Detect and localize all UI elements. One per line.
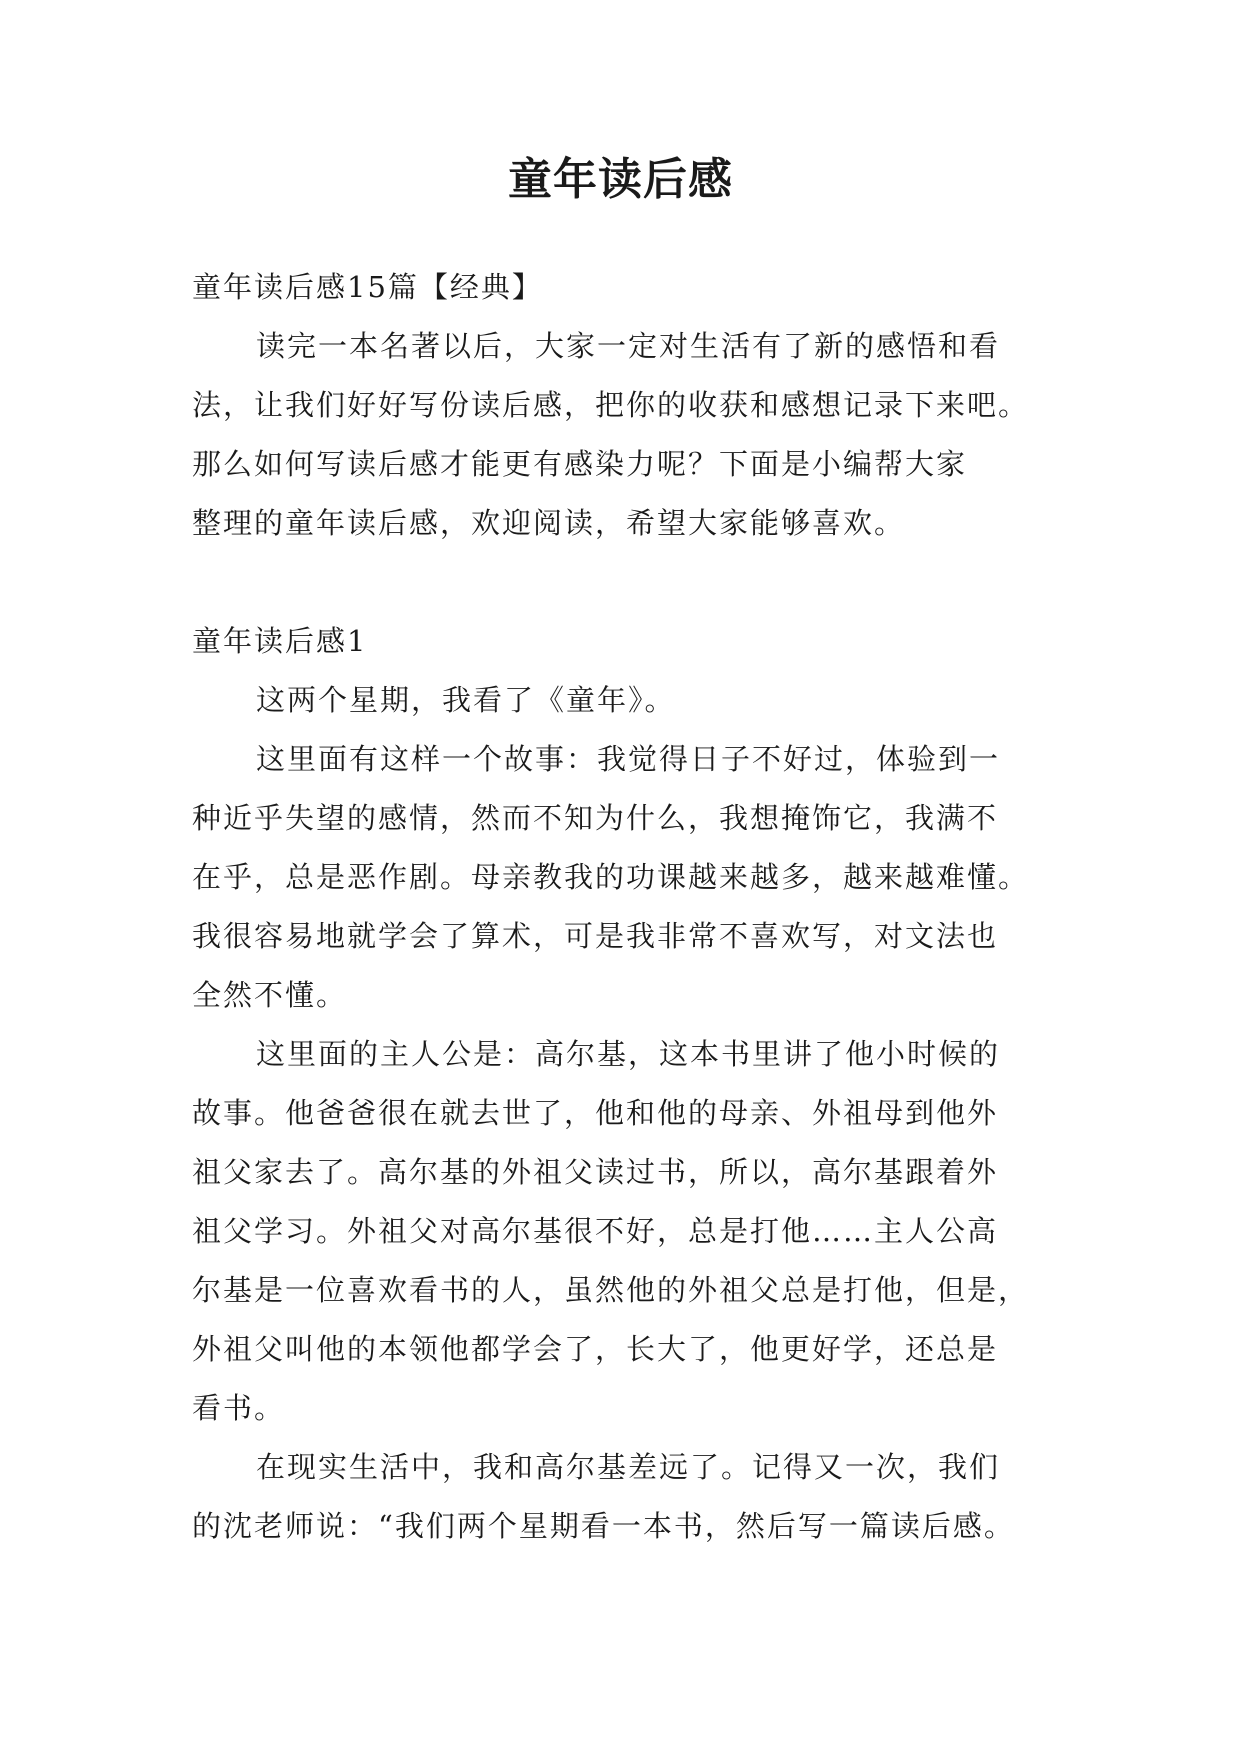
- text-line: 的沈老师说：“我们两个星期看一本书，然后写一篇读后感。: [192, 1509, 1015, 1543]
- text-line: 全然不懂。: [192, 978, 348, 1012]
- text-line: 外祖父叫他的本领他都学会了，长大了，他更好学，还总是: [192, 1332, 999, 1366]
- intro-paragraph: [192, 317, 1058, 553]
- text-line: 整理的童年读后感，欢迎阅读，希望大家能够喜欢。: [192, 506, 906, 540]
- text-line: 祖父学习。外祖父对高尔基很不好，总是打他……主人公高: [192, 1214, 999, 1248]
- text-line: 这两个星期，我看了《童年》。: [256, 683, 676, 717]
- paragraph: [192, 1438, 1058, 1556]
- text-line: 尔基是一位喜欢看书的人，虽然他的外祖父总是打他，但是，: [192, 1273, 1030, 1307]
- text-line: 在乎，总是恶作剧。母亲教我的功课越来越多，越来越难懂。: [192, 860, 1030, 894]
- document-body: [192, 258, 1058, 1556]
- paragraph: [192, 671, 1058, 730]
- text-line: 法，让我们好好写份读后感，把你的收获和感想记录下来吧。: [192, 388, 1030, 422]
- text-line: 故事。他爸爸很在就去世了，他和他的母亲、外祖母到他外: [192, 1096, 999, 1130]
- text-line: 我很容易地就学会了算术，可是我非常不喜欢写，对文法也: [192, 919, 999, 953]
- text-line: 这里面有这样一个故事：我觉得日子不好过，体验到一: [256, 742, 1001, 776]
- text-line: 那么如何写读后感才能更有感染力呢？下面是小编帮大家: [192, 447, 968, 481]
- paragraph: [192, 730, 1058, 1025]
- spacer: [192, 553, 1058, 612]
- text-line: 读完一本名著以后，大家一定对生活有了新的感悟和看: [256, 329, 1001, 363]
- text-line: 种近乎失望的感情，然而不知为什么，我想掩饰它，我满不: [192, 801, 999, 835]
- section-heading: 童年读后感1: [192, 624, 368, 658]
- paragraph: [192, 1025, 1058, 1438]
- text-line: 看书。: [192, 1391, 286, 1425]
- text-line: 在现实生活中，我和高尔基差远了。记得又一次，我们: [256, 1450, 1001, 1484]
- text-line: 这里面的主人公是：高尔基，这本书里讲了他小时候的: [256, 1037, 1001, 1071]
- text-line: 祖父家去了。高尔基的外祖父读过书，所以，高尔基跟着外: [192, 1155, 999, 1189]
- document-title: 童年读后感: [508, 154, 733, 205]
- intro-subtitle: 童年读后感15篇【经典】: [192, 270, 543, 304]
